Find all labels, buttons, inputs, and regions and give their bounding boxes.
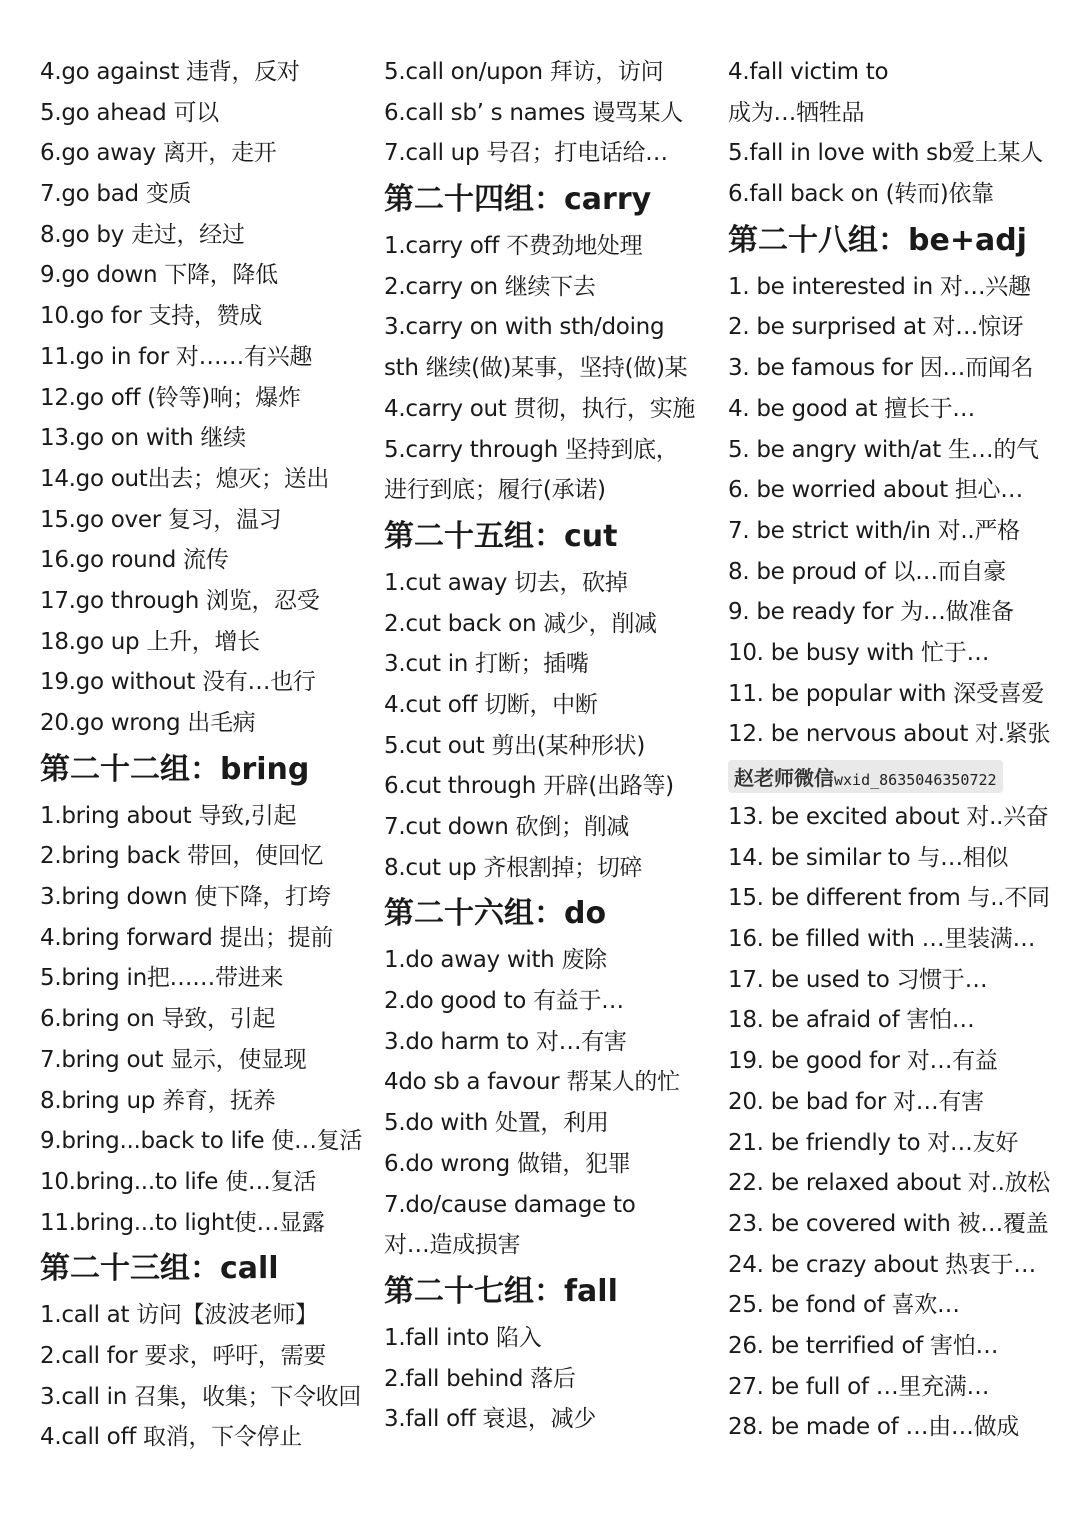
watermark-row bbox=[728, 755, 1068, 797]
phrase-line: 4.carry out 贯彻，执行，实施 bbox=[384, 395, 696, 422]
phrase-line: 9.bring...back to life 使…复活 bbox=[40, 1128, 363, 1155]
fall-phrase-list bbox=[384, 1318, 714, 1440]
section-heading-be-adj: 第二十八组：be+adj bbox=[728, 222, 1027, 258]
phrase-line: 16. be filled with …里装满… bbox=[728, 926, 1036, 953]
phrase-line: 5.bring in把……带进来 bbox=[40, 965, 284, 992]
phrase-line: 4.fall victim to bbox=[728, 59, 889, 85]
phrase-line: 5.do with 处置，利用 bbox=[384, 1110, 609, 1137]
phrase-line: 21. be friendly to 对…友好 bbox=[728, 1129, 1019, 1156]
phrase-line: 14.go out出去；熄灭；送出 bbox=[40, 465, 330, 492]
phrase-line: 28. be made of …由…做成 bbox=[728, 1414, 1019, 1441]
phrase-line: 5.fall in love with sb爱上某人 bbox=[728, 140, 1043, 167]
section-heading-call: 第二十三组：call bbox=[40, 1251, 279, 1287]
phrase-line: 7.bring out 显示，使显现 bbox=[40, 1046, 307, 1073]
phrase-line: 7.cut down 砍倒；削减 bbox=[384, 814, 630, 840]
phrase-line: 10. be busy with 忙于… bbox=[728, 639, 990, 666]
phrase-line: 9.go down 下降，降低 bbox=[40, 262, 278, 289]
column-1 bbox=[40, 52, 370, 1458]
phrase-line: 4.call off 取消，下令停止 bbox=[40, 1424, 302, 1451]
phrase-line: 12.go off (铃等)响；爆炸 bbox=[40, 384, 301, 411]
phrase-line: 24. be crazy about 热衷于… bbox=[728, 1251, 1036, 1278]
column-2 bbox=[384, 52, 714, 1440]
cut-phrase-list bbox=[384, 563, 714, 889]
phrase-line: 2.carry on 继续下去 bbox=[384, 273, 596, 300]
go-phrase-list bbox=[40, 52, 370, 744]
phrase-line: 18. be afraid of 害怕… bbox=[728, 1007, 975, 1034]
phrase-line: 4.go against 违背，反对 bbox=[40, 59, 300, 85]
phrase-line: 3.do harm to 对…有害 bbox=[384, 1028, 627, 1055]
column-3 bbox=[728, 52, 1068, 1448]
phrase-line: 1.fall into 陷入 bbox=[384, 1324, 542, 1351]
phrase-line: 16.go round 流传 bbox=[40, 547, 229, 574]
carry-phrase-list bbox=[384, 226, 714, 511]
phrase-line: 26. be terrified of 害怕… bbox=[728, 1332, 999, 1359]
phrase-line: 1.cut away 切去，砍掉 bbox=[384, 569, 628, 596]
phrase-line: 13.go on with 继续 bbox=[40, 425, 246, 452]
phrase-line: 19. be good for 对…有益 bbox=[728, 1048, 998, 1075]
watermark-id: wxid_8635046350722 bbox=[834, 770, 997, 789]
phrase-line: 3.call in 召集，收集；下令收回 bbox=[40, 1383, 362, 1410]
phrase-line: 6.bring on 导致，引起 bbox=[40, 1006, 276, 1033]
phrase-line: 5.cut out 剪出(某种形状) bbox=[384, 732, 646, 759]
phrase-line: 8.bring up 养育，抚养 bbox=[40, 1087, 276, 1114]
watermark-name: 赵老师微信 bbox=[734, 765, 834, 790]
phrase-line: 4.bring forward 提出；提前 bbox=[40, 924, 334, 951]
phrase-line: sth 继续(做)某事，坚持(做)某 bbox=[384, 355, 688, 382]
section-heading-bring: 第二十二组：bring bbox=[40, 751, 310, 787]
bring-phrase-list bbox=[40, 796, 370, 1244]
phrase-line: 3.carry on with sth/doing bbox=[384, 314, 665, 341]
phrase-line: 2.fall behind 落后 bbox=[384, 1365, 576, 1392]
phrase-line: 11.bring...to light使…显露 bbox=[40, 1209, 325, 1236]
watermark-badge bbox=[728, 760, 1003, 793]
phrase-line: 3.cut in 打断；插嘴 bbox=[384, 651, 589, 678]
phrase-line: 6. be worried about 担心… bbox=[728, 477, 1023, 504]
phrase-line: 3. be famous for 因…而闻名 bbox=[728, 355, 1034, 382]
phrase-line: 25. be fond of 喜欢… bbox=[728, 1292, 960, 1319]
phrase-line: 6.do wrong 做错，犯罪 bbox=[384, 1150, 631, 1177]
phrase-line: 27. be full of …里充满… bbox=[728, 1373, 990, 1400]
phrase-line: 11. be popular with 深受喜爱 bbox=[728, 680, 1044, 707]
phrase-line: 20.go wrong 出毛病 bbox=[40, 710, 256, 736]
phrase-line: 1. be interested in 对…兴趣 bbox=[728, 273, 1031, 300]
phrase-line: 2.do good to 有益于… bbox=[384, 988, 624, 1015]
phrase-line: 对…造成损害 bbox=[384, 1232, 521, 1259]
phrase-line: 5.carry through 坚持到底， bbox=[384, 436, 679, 463]
phrase-line: 10.go for 支持，赞成 bbox=[40, 303, 262, 330]
phrase-line: 23. be covered with 被…覆盖 bbox=[728, 1210, 1049, 1237]
phrase-line: 17. be used to 习惯于… bbox=[728, 966, 988, 993]
call-phrase-list bbox=[40, 1295, 370, 1458]
phrase-line: 1.call at 访问【波波老师】 bbox=[40, 1302, 318, 1329]
phrase-line: 6.go away 离开，走开 bbox=[40, 140, 277, 167]
phrase-line: 4. be good at 擅长于… bbox=[728, 395, 975, 422]
phrase-line: 6.call sb’ s names 谩骂某人 bbox=[384, 99, 683, 126]
phrase-line: 成为…牺牲品 bbox=[728, 99, 865, 126]
phrase-line: 12. be nervous about 对.紧张 bbox=[728, 721, 1051, 748]
phrase-line: 4do sb a favour 帮某人的忙 bbox=[384, 1069, 680, 1096]
section-heading-do: 第二十六组：do bbox=[384, 896, 607, 932]
phrase-line: 1.do away with 废除 bbox=[384, 947, 607, 974]
phrase-line: 7. be strict with/in 对..严格 bbox=[728, 517, 1020, 544]
phrase-line: 11.go in for 对……有兴趣 bbox=[40, 343, 313, 370]
phrase-line: 20. be bad for 对…有害 bbox=[728, 1088, 984, 1115]
phrase-line: 5.go ahead 可以 bbox=[40, 99, 219, 126]
phrase-line: 7.go bad 变质 bbox=[40, 181, 192, 208]
phrase-line: 8.cut up 齐根割掉；切碎 bbox=[384, 854, 643, 881]
phrase-line: 6.cut through 开辟(出路等) bbox=[384, 773, 674, 800]
fall-phrase-list-continued bbox=[728, 52, 1068, 215]
phrase-line: 5. be angry with/at 生…的气 bbox=[728, 436, 1039, 463]
phrase-line: 6.fall back on (转而)依靠 bbox=[728, 181, 994, 208]
phrase-line: 5.call on/upon 拜访，访问 bbox=[384, 59, 664, 85]
phrase-line: 4.cut off 切断，中断 bbox=[384, 691, 598, 718]
phrase-line: 19.go without 没有…也行 bbox=[40, 669, 316, 696]
phrase-line: 2.bring back 带回，使回忆 bbox=[40, 843, 324, 870]
phrase-line: 3.fall off 衰退，减少 bbox=[384, 1406, 597, 1433]
phrase-line: 2.call for 要求，呼吁，需要 bbox=[40, 1342, 327, 1369]
phrase-line: 15.go over 复习，温习 bbox=[40, 506, 282, 533]
phrase-line: 15. be different from 与..不同 bbox=[728, 885, 1050, 912]
phrase-line: 3.bring down 使下降，打垮 bbox=[40, 884, 331, 911]
phrase-line: 8. be proud of 以…而自豪 bbox=[728, 558, 1006, 585]
phrase-line: 17.go through 浏览，忍受 bbox=[40, 587, 320, 614]
phrase-line: 7.call up 号召；打电话给… bbox=[384, 140, 668, 167]
call-phrase-list-continued bbox=[384, 52, 714, 174]
phrase-line: 7.do/cause damage to bbox=[384, 1191, 636, 1218]
phrase-line: 9. be ready for 为…做准备 bbox=[728, 599, 1014, 626]
phrase-line: 1.carry off 不费劲地处理 bbox=[384, 233, 643, 260]
phrase-line: 13. be excited about 对..兴奋 bbox=[728, 804, 1049, 830]
phrase-line: 2.cut back on 减少，削减 bbox=[384, 610, 657, 637]
phrase-line: 进行到底；履行(承诺) bbox=[384, 477, 606, 504]
phrase-line: 14. be similar to 与…相似 bbox=[728, 844, 1009, 871]
phrase-line: 2. be surprised at 对…惊讶 bbox=[728, 314, 1024, 341]
section-heading-cut: 第二十五组：cut bbox=[384, 518, 618, 554]
phrase-line: 1.bring about 导致,引起 bbox=[40, 802, 297, 829]
phrase-line: 18.go up 上升，增长 bbox=[40, 628, 260, 655]
section-heading-fall: 第二十七组：fall bbox=[384, 1273, 618, 1309]
be-adj-phrase-list bbox=[728, 267, 1068, 755]
phrase-line: 8.go by 走过，经过 bbox=[40, 221, 245, 248]
section-heading-carry: 第二十四组：carry bbox=[384, 182, 652, 218]
phrase-line: 10.bring...to life 使…复活 bbox=[40, 1168, 316, 1195]
be-adj-phrase-list-continued bbox=[728, 797, 1068, 1448]
phrase-line: 22. be relaxed about 对..放松 bbox=[728, 1170, 1050, 1197]
do-phrase-list bbox=[384, 940, 714, 1266]
